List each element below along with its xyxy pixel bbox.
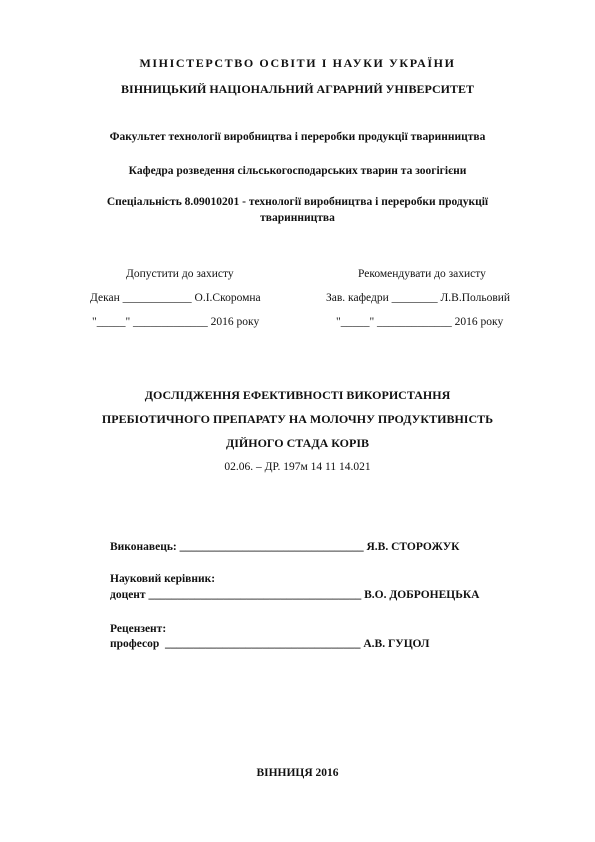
reviewer-row <box>110 638 429 650</box>
head-signature-line: ________ <box>391 292 438 304</box>
date-year: 2016 року <box>454 316 504 328</box>
thesis-title-line-1: ДОСЛІДЖЕННЯ ЕФЕКТИВНОСТІ ВИКОРИСТАННЯ <box>144 388 451 402</box>
supervisor-name: В.О. ДОБРОНЕЦЬКА <box>364 589 480 601</box>
dean-signature-line: ____________ <box>122 292 192 304</box>
date-year: 2016 року <box>210 316 260 328</box>
approval-right-signer <box>326 292 510 304</box>
approval-right-date <box>336 316 503 328</box>
approval-left-signer <box>90 292 261 304</box>
reviewer-signature-line: __________________________________ <box>164 638 361 650</box>
head-name: Л.В.Польовий <box>440 292 511 304</box>
university-heading: ВІННИЦЬКИЙ НАЦІОНАЛЬНИЙ АГРАРНИЙ УНІВЕРСИТЕТ <box>121 82 474 96</box>
ministry-heading: МІНІСТЕРСТВО ОСВІТИ І НАУКИ УКРАЇНИ <box>139 56 456 70</box>
specialty-line-2: тваринництва <box>260 212 335 224</box>
approval-left-date <box>92 316 259 328</box>
date-quote-close: " <box>125 316 131 328</box>
department-line: Кафедра розведення сільськогосподарських тварин та зоогігієни <box>128 165 467 177</box>
dean-role: Декан <box>90 292 120 304</box>
approval-left-title: Допустити до захисту <box>126 268 234 280</box>
executor-name: Я.В. СТОРОЖУК <box>366 541 460 553</box>
thesis-code: 02.06. – ДР. 197м 14 11 14.021 <box>224 461 371 473</box>
date-quote-close: " <box>369 316 375 328</box>
executor-signature-line: ________________________________ <box>179 541 364 553</box>
executor-row <box>110 541 459 553</box>
city-year: ВІННИЦЯ 2016 <box>256 767 339 779</box>
faculty-line: Факультет технології виробництва і переробки продукції тваринництва <box>109 131 486 143</box>
dean-name: О.І.Скоромна <box>194 292 261 304</box>
head-role: Зав. кафедри <box>326 292 389 304</box>
supervisor-role: доцент <box>110 589 146 601</box>
reviewer-name: А.В. ГУЦОЛ <box>363 638 430 650</box>
reviewer-role: професор <box>110 638 160 650</box>
supervisor-row <box>110 589 480 601</box>
thesis-title-line-3: ДІЙНОГО СТАДА КОРІВ <box>226 436 369 450</box>
supervisor-label: Науковий керівник: <box>110 573 216 585</box>
approval-right-title: Рекомендувати до захисту <box>358 268 486 280</box>
executor-label: Виконавець: <box>110 541 177 553</box>
reviewer-label: Рецензент: <box>110 623 167 635</box>
date-quote-open: " <box>92 316 97 328</box>
specialty-line-1: Спеціальність 8.09010201 - технології виробництва і переробки продукції <box>106 196 489 208</box>
date-day-line: _____ <box>96 316 126 328</box>
date-month-line: _____________ <box>133 316 208 328</box>
supervisor-signature-line: _____________________________________ <box>148 589 362 601</box>
date-quote-open: " <box>336 316 341 328</box>
date-day-line: _____ <box>340 316 370 328</box>
thesis-title-line-2: ПРЕБІОТИЧНОГО ПРЕПАРАТУ НА МОЛОЧНУ ПРОДУКТИВНІСТЬ <box>101 412 494 426</box>
date-month-line: _____________ <box>377 316 452 328</box>
